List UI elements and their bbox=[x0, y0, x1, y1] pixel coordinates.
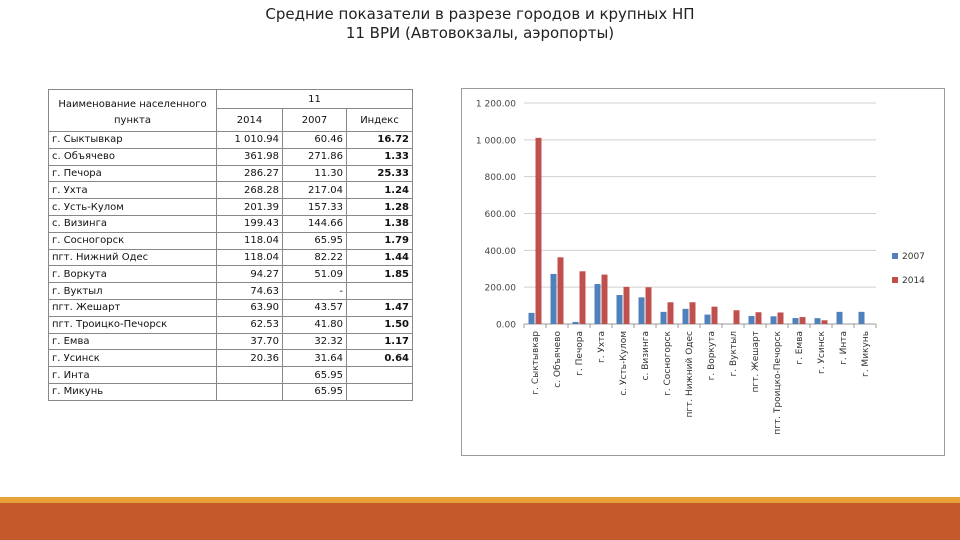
cell-2014: 74.63 bbox=[217, 283, 283, 300]
x-tick-label: пгт. Нижний Одес bbox=[685, 331, 695, 418]
cell-2007: - bbox=[283, 283, 347, 300]
cell-2014: 201.39 bbox=[217, 199, 283, 216]
cell-2014: 361.98 bbox=[217, 148, 283, 165]
bar-2014 bbox=[580, 271, 586, 324]
header-name: Наименование населенного пункта bbox=[49, 90, 217, 132]
y-tick-label: 1 000.00 bbox=[475, 136, 516, 147]
table-row bbox=[49, 249, 413, 266]
data-table-container bbox=[48, 89, 412, 401]
footer-bar bbox=[0, 503, 960, 540]
cell-2014 bbox=[217, 367, 283, 384]
cell-index: 1.50 bbox=[347, 316, 413, 333]
cell-index: 1.44 bbox=[347, 249, 413, 266]
header-index: Индекс bbox=[347, 109, 413, 132]
cell-index: 1.33 bbox=[347, 148, 413, 165]
table-row bbox=[49, 333, 413, 350]
cell-name: г. Усинск bbox=[49, 350, 217, 367]
cell-name: пгт. Нижний Одес bbox=[49, 249, 217, 266]
cell-index: 1.79 bbox=[347, 232, 413, 249]
chart-area bbox=[461, 88, 945, 456]
table-row bbox=[49, 215, 413, 232]
bar-2007 bbox=[617, 295, 623, 324]
cell-name: г. Инта bbox=[49, 367, 217, 384]
bar-chart bbox=[462, 89, 946, 457]
cell-2014: 1 010.94 bbox=[217, 132, 283, 149]
cell-index: 1.24 bbox=[347, 182, 413, 199]
bar-2014 bbox=[536, 138, 542, 324]
bar-2014 bbox=[778, 312, 784, 324]
cell-2014: 286.27 bbox=[217, 165, 283, 182]
x-tick-label: г. Емва bbox=[795, 331, 805, 365]
bar-2014 bbox=[646, 287, 652, 324]
data-table bbox=[48, 89, 413, 401]
cell-index: 25.33 bbox=[347, 165, 413, 182]
cell-2007: 65.95 bbox=[283, 367, 347, 384]
table-row bbox=[49, 165, 413, 182]
bar-2007 bbox=[639, 297, 645, 324]
bar-2007 bbox=[551, 274, 557, 324]
cell-index: 1.28 bbox=[347, 199, 413, 216]
table-row bbox=[49, 148, 413, 165]
cell-2007: 271.86 bbox=[283, 148, 347, 165]
cell-name: пгт. Троицко-Печорск bbox=[49, 316, 217, 333]
cell-index: 1.38 bbox=[347, 215, 413, 232]
bar-2007 bbox=[683, 309, 689, 324]
cell-2007: 157.33 bbox=[283, 199, 347, 216]
bar-2014 bbox=[712, 307, 718, 324]
table-row bbox=[49, 283, 413, 300]
cell-name: г. Воркута bbox=[49, 266, 217, 283]
bar-2014 bbox=[558, 257, 564, 324]
bar-2007 bbox=[749, 316, 755, 324]
x-tick-label: с. Усть-Кулом bbox=[619, 331, 629, 396]
x-tick-label: г. Микунь bbox=[861, 331, 871, 378]
bar-2007 bbox=[837, 312, 843, 324]
bar-2014 bbox=[624, 287, 630, 324]
cell-2007: 217.04 bbox=[283, 182, 347, 199]
header-2007: 2007 bbox=[283, 109, 347, 132]
bar-2007 bbox=[661, 312, 667, 324]
cell-2007: 41.80 bbox=[283, 316, 347, 333]
bar-2014 bbox=[668, 302, 674, 324]
cell-name: г. Вуктыл bbox=[49, 283, 217, 300]
table-row bbox=[49, 316, 413, 333]
bar-2014 bbox=[822, 320, 828, 324]
bar-2014 bbox=[602, 275, 608, 324]
cell-2007: 60.46 bbox=[283, 132, 347, 149]
table-row bbox=[49, 299, 413, 316]
cell-index bbox=[347, 367, 413, 384]
x-tick-label: г. Усинск bbox=[817, 331, 827, 375]
cell-name: с. Объячево bbox=[49, 148, 217, 165]
table-row bbox=[49, 232, 413, 249]
cell-name: г. Ухта bbox=[49, 182, 217, 199]
x-tick-label: с. Визинга bbox=[641, 331, 651, 381]
header-2014: 2014 bbox=[217, 109, 283, 132]
cell-2007: 51.09 bbox=[283, 266, 347, 283]
bar-2007 bbox=[771, 316, 777, 324]
bar-2007 bbox=[859, 312, 865, 324]
cell-name: с. Визинга bbox=[49, 215, 217, 232]
x-tick-label: г. Печора bbox=[575, 331, 585, 376]
cell-2007: 65.95 bbox=[283, 232, 347, 249]
table-row bbox=[49, 199, 413, 216]
x-tick-label: г. Сосногорск bbox=[663, 331, 673, 396]
bar-2007 bbox=[595, 284, 601, 324]
cell-2014: 268.28 bbox=[217, 182, 283, 199]
table-body bbox=[49, 132, 413, 401]
cell-2007: 11.30 bbox=[283, 165, 347, 182]
bar-2007 bbox=[793, 318, 799, 324]
y-tick-label: 600.00 bbox=[484, 210, 516, 220]
cell-name: г. Микунь bbox=[49, 383, 217, 400]
x-tick-label: с. Объячево bbox=[553, 331, 563, 388]
cell-name: г. Печора bbox=[49, 165, 217, 182]
legend-swatch-2007 bbox=[892, 253, 898, 259]
cell-index: 1.17 bbox=[347, 333, 413, 350]
bar-2007 bbox=[529, 313, 535, 324]
cell-2014: 37.70 bbox=[217, 333, 283, 350]
cell-2014: 199.43 bbox=[217, 215, 283, 232]
cell-name: г. Сосногорск bbox=[49, 232, 217, 249]
table-row bbox=[49, 367, 413, 384]
table-row bbox=[49, 383, 413, 400]
legend-label-2007: 2007 bbox=[902, 252, 925, 262]
cell-2014: 63.90 bbox=[217, 299, 283, 316]
cell-index bbox=[347, 383, 413, 400]
cell-name: г. Сыктывкар bbox=[49, 132, 217, 149]
x-tick-label: г. Инта bbox=[839, 331, 849, 365]
y-tick-label: 800.00 bbox=[484, 173, 516, 184]
legend-label-2014: 2014 bbox=[902, 276, 925, 286]
cell-index: 16.72 bbox=[347, 132, 413, 149]
legend-swatch-2014 bbox=[892, 277, 898, 283]
y-tick-label: 200.00 bbox=[484, 283, 516, 294]
bar-2007 bbox=[573, 322, 579, 324]
x-tick-label: г. Ухта bbox=[597, 331, 607, 364]
cell-2007: 31.64 bbox=[283, 350, 347, 367]
bar-2014 bbox=[734, 310, 740, 324]
title-line-1: Средние показатели в разрезе городов и крупных НП bbox=[265, 5, 695, 23]
cell-2007: 32.32 bbox=[283, 333, 347, 350]
y-tick-label: 400.00 bbox=[484, 246, 516, 257]
y-tick-label: 0.00 bbox=[495, 320, 516, 331]
page-title bbox=[0, 5, 960, 43]
bar-2014 bbox=[800, 317, 806, 324]
cell-2014: 118.04 bbox=[217, 249, 283, 266]
cell-index: 1.85 bbox=[347, 266, 413, 283]
table-row bbox=[49, 132, 413, 149]
bar-2014 bbox=[690, 302, 696, 324]
cell-2007: 82.22 bbox=[283, 249, 347, 266]
table-row bbox=[49, 266, 413, 283]
cell-index bbox=[347, 283, 413, 300]
cell-2007: 144.66 bbox=[283, 215, 347, 232]
cell-2014: 118.04 bbox=[217, 232, 283, 249]
cell-name: г. Емва bbox=[49, 333, 217, 350]
header-group: 11 bbox=[217, 90, 413, 109]
table-row bbox=[49, 182, 413, 199]
cell-2014: 94.27 bbox=[217, 266, 283, 283]
bar-2007 bbox=[705, 315, 711, 324]
cell-2007: 43.57 bbox=[283, 299, 347, 316]
cell-index: 0.64 bbox=[347, 350, 413, 367]
cell-2014 bbox=[217, 383, 283, 400]
table-row bbox=[49, 350, 413, 367]
x-tick-label: г. Воркута bbox=[707, 331, 717, 381]
x-tick-label: г. Вуктыл bbox=[729, 331, 739, 377]
cell-index: 1.47 bbox=[347, 299, 413, 316]
x-tick-label: пгт. Жешарт bbox=[751, 331, 761, 393]
cell-2014: 62.53 bbox=[217, 316, 283, 333]
cell-2014: 20.36 bbox=[217, 350, 283, 367]
x-tick-label: г. Сыктывкар bbox=[531, 331, 541, 395]
cell-name: с. Усть-Кулом bbox=[49, 199, 217, 216]
bar-2014 bbox=[756, 312, 762, 324]
bar-2007 bbox=[815, 318, 821, 324]
x-tick-label: пгт. Троицко-Печорск bbox=[773, 331, 783, 435]
y-tick-label: 1 200.00 bbox=[475, 99, 516, 110]
title-line-2: 11 ВРИ (Автовокзалы, аэропорты) bbox=[345, 24, 615, 42]
cell-2007: 65.95 bbox=[283, 383, 347, 400]
cell-name: пгт. Жешарт bbox=[49, 299, 217, 316]
